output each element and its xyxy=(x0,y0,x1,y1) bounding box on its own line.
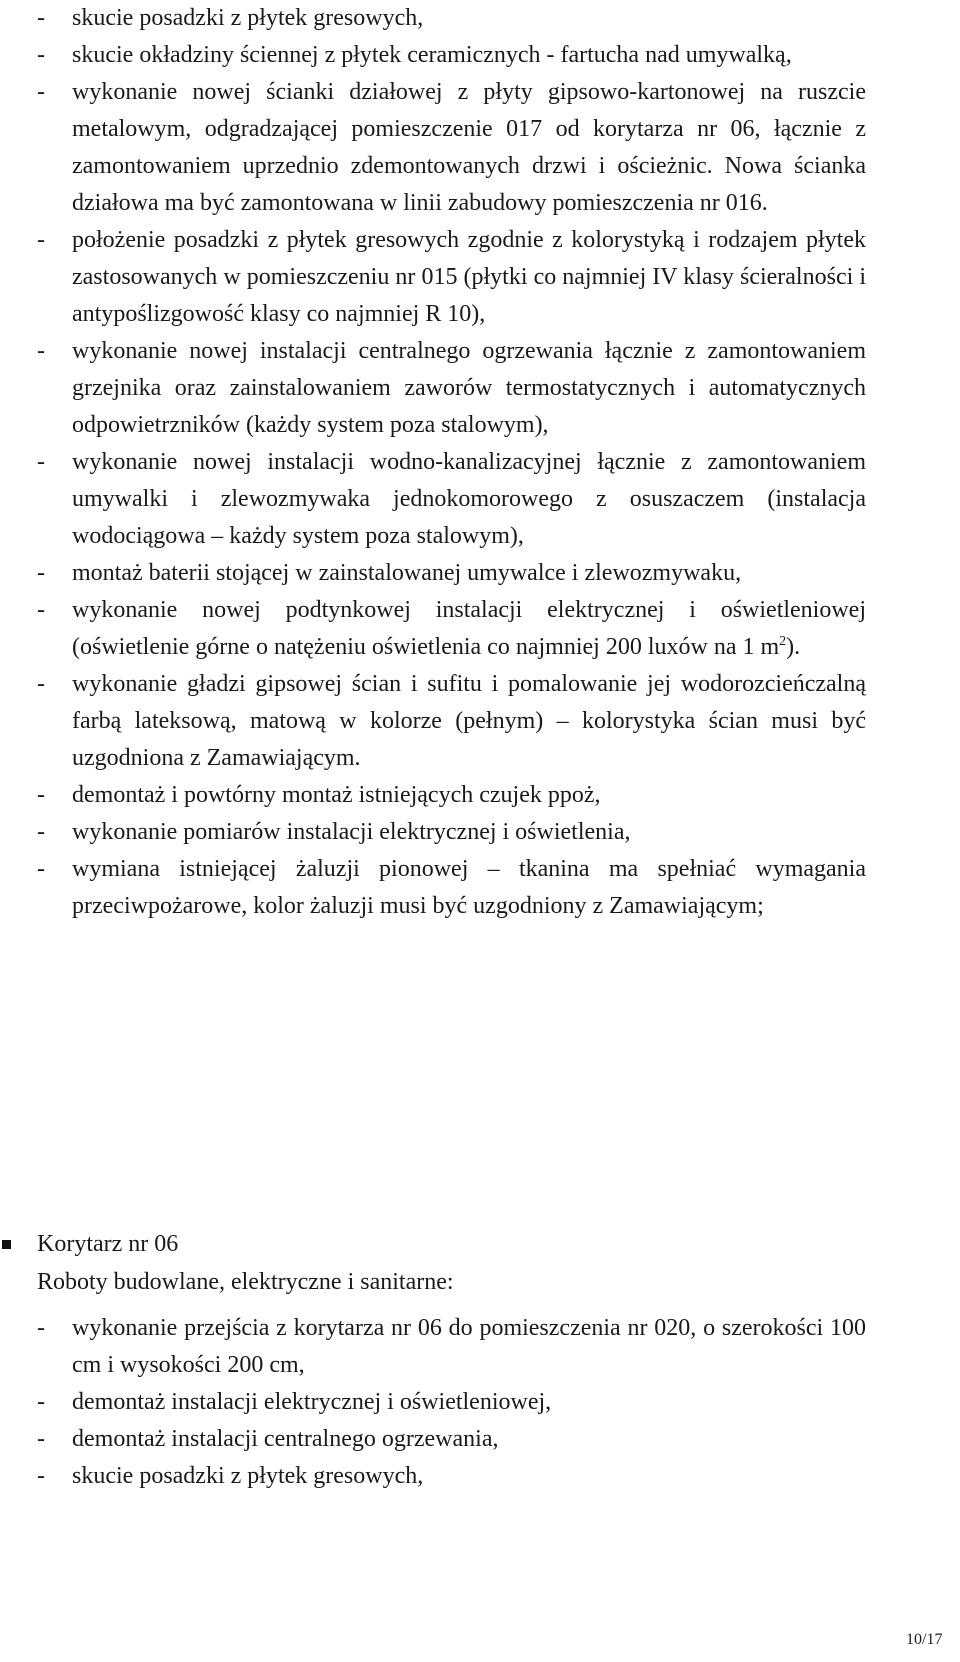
list-item-text: wykonanie nowej ścianki działowej z płyty gipsowo-kartonowej na ruszcie metalowym, odgradzającej pomieszczenie 017 od korytarza nr 06, łącznie z zamontowaniem uprzednio zdemontowanych drzwi i ościeżnic. Nowa ścianka działowa ma być zamontowana w linii zabudowy pomieszczenia nr 016. xyxy=(72,79,866,216)
list-dash: - xyxy=(37,42,45,68)
list-item xyxy=(0,814,866,851)
list-item-text: demontaż instalacji centralnego ogrzewania, xyxy=(72,1426,499,1452)
list-dash: - xyxy=(37,597,45,623)
section-intro: Roboty budowlane, elektryczne i sanitarne: xyxy=(37,1269,454,1295)
list-dash: - xyxy=(37,1315,45,1341)
list-item-text: montaż baterii stojącej w zainstalowanej umywalce i zlewozmywaku, xyxy=(72,560,742,586)
list-item-text: skucie okładziny ściennej z płytek ceramicznych - fartucha nad umywalką, xyxy=(72,42,792,68)
list-item xyxy=(0,555,866,592)
list-item xyxy=(0,0,866,37)
list-dash: - xyxy=(37,1426,45,1452)
list-dash: - xyxy=(37,227,45,253)
square-bullet-icon xyxy=(2,1240,11,1249)
list-item-text: skucie posadzki z płytek gresowych, xyxy=(72,1463,424,1489)
list-item-text: wykonanie przejścia z korytarza nr 06 do pomieszczenia nr 020, o szerokości 100 cm i wysokości 200 cm, xyxy=(72,1315,866,1378)
list-item xyxy=(0,592,866,666)
list-dash: - xyxy=(37,1463,45,1489)
list-item xyxy=(0,444,866,555)
list-item-text: demontaż instalacji elektrycznej i oświetleniowej, xyxy=(72,1389,552,1415)
list-dash: - xyxy=(37,782,45,808)
list-item xyxy=(0,1421,866,1458)
page-number: 10/17 xyxy=(906,1631,943,1648)
list-item-text-end: ). xyxy=(786,634,801,660)
list-item xyxy=(0,333,866,444)
list-dash: - xyxy=(37,560,45,586)
list-item xyxy=(0,1384,866,1421)
list-dash: - xyxy=(37,671,45,697)
list-item-text: skucie posadzki z płytek gresowych, xyxy=(72,5,424,31)
list-dash: - xyxy=(37,338,45,364)
list-dash: - xyxy=(37,79,45,105)
work-list-corridor-06 xyxy=(0,1310,866,1495)
list-item xyxy=(0,851,866,925)
list-item-text: położenie posadzki z płytek gresowych zgodnie z kolorystyką i rodzajem płytek zastosowanych w pomieszczeniu nr 015 (płytki co najmniej IV klasy ścieralności i antypoślizgowość klasy co najmniej R 10), xyxy=(72,227,866,327)
list-item xyxy=(0,666,866,777)
superscript: 2 xyxy=(779,634,787,649)
list-dash: - xyxy=(37,5,45,31)
list-dash: - xyxy=(37,856,45,882)
list-dash: - xyxy=(37,819,45,845)
list-item xyxy=(0,74,866,222)
list-item-text: wymiana istniejącej żaluzji pionowej – tkanina ma spełniać wymagania przeciwpożarowe, kolor żaluzji musi być uzgodniony z Zamawiającym; xyxy=(72,856,866,919)
list-item-text: demontaż i powtórny montaż istniejących czujek ppoż, xyxy=(72,782,601,808)
list-item-text: wykonanie nowej instalacji wodno-kanalizacyjnej łącznie z zamontowaniem umywalki i zlewozmywaka jednokomorowego z osuszaczem (instalacja wodociągowa – każdy system poza stalowym), xyxy=(72,449,866,549)
list-dash: - xyxy=(37,1389,45,1415)
list-dash: - xyxy=(37,449,45,475)
list-item xyxy=(0,222,866,333)
list-item-text: wykonanie pomiarów instalacji elektrycznej i oświetlenia, xyxy=(72,819,631,845)
list-item-text: wykonanie gładzi gipsowej ścian i sufitu i pomalowanie jej wodorozcieńczalną farbą lateksową, matową w kolorze (pełnym) – kolorystyka ścian musi być uzgodniona z Zamawiającym. xyxy=(72,671,866,771)
list-item xyxy=(0,37,866,74)
list-item-text: wykonanie nowej instalacji centralnego ogrzewania łącznie z zamontowaniem grzejnika oraz zainstalowaniem zaworów termostatycznych i automatycznych odpowietrzników (każdy system poza stalowym), xyxy=(72,338,866,438)
section-title: Korytarz nr 06 xyxy=(37,1231,179,1257)
list-item xyxy=(0,1310,866,1384)
list-item xyxy=(0,1458,866,1495)
list-item-text: wykonanie nowej podtynkowej instalacji elektrycznej i oświetleniowej (oświetlenie górne o natężeniu oświetlenia co najmniej 200 luxów na 1 m xyxy=(72,597,866,660)
list-item xyxy=(0,777,866,814)
